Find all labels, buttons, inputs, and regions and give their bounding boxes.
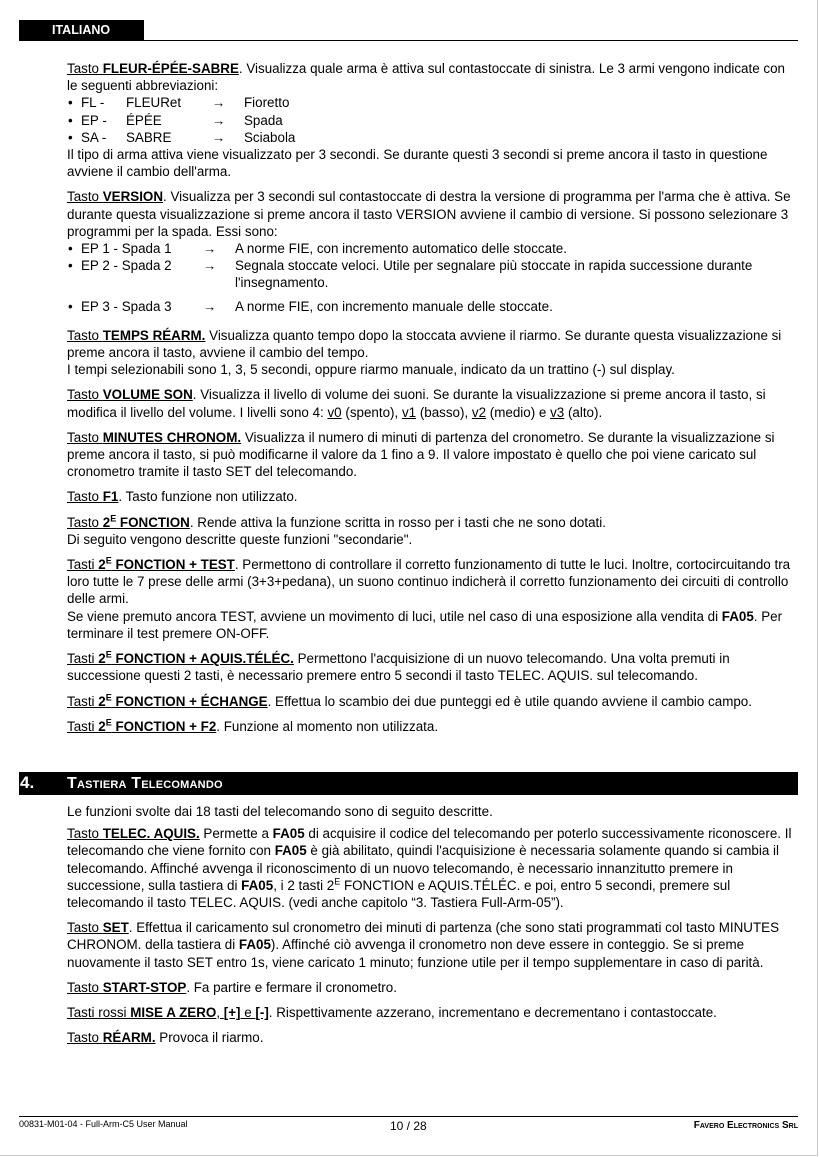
key-plus: [+] <box>223 1005 241 1021</box>
temps-paragraph-2: I tempi selezionabili sono 1, 3, 5 secondi, oppure riarmo manuale, indicato da un trattino (-) sul display. <box>67 362 675 378</box>
language-bar <box>19 20 144 40</box>
key-fonction-test: $2^E$ FONCTION + TEST <box>98 555 235 573</box>
key-fonction-echange: $2^E$ FONCTION + ÉCHANGE <box>98 692 268 709</box>
footer-rule <box>19 1116 798 1117</box>
fleur-paragraph: Tasto FLEUR-ÉPÉE-SABRE. Visualizza quale arma è attiva sul contastoccate di sinistra. Le 3 armi vengono indicate con le seguenti abbreviazioni: <box>67 61 785 94</box>
f1-block <box>67 488 797 505</box>
key-minutes: MINUTES CHRONOM. <box>102 429 242 445</box>
rearm-block <box>67 1029 797 1046</box>
startstop-block <box>67 979 797 996</box>
key-fleur: FLEUR-ÉPÉE-SABRE <box>102 61 239 76</box>
telec-paragraph: Tasto TELEC. AQUIS. Permette a FA05 di acquisire il codice del telecomando per poterlo successivamente riconoscere. Il telecomando che viene fornito con FA05 è già abilitato, quindi l'acquisizione è necessaria solamente quando si cambia il telecomando. Affinché avvenga il riconoscimento di un nuovo telecomando, è necessario innanzitutto premere in successione, sulla tastiera di FA05, i 2 tasti $2^E$ FONCTION e AQUIS.TÉLÉC. e poi, entro 5 secondi, premere sul telecomando il tasto TELEC. AQUIS. (vedi anche capitolo “3. Tastiera Full-Arm-05”). <box>67 826 792 911</box>
weapon-list <box>67 94 797 146</box>
section-number: 4. <box>20 773 35 792</box>
rearm-paragraph: Tasto RÉARM. Provoca il riarmo. <box>67 1030 264 1046</box>
set-paragraph: Tasto SET. Effettua il caricamento sul cronometro dei minuti di partenza (che sono stati programmati col tasto MINUTES CHRONOM. della tastiera di FA05). Affinché ciò avvenga il cronometro non deve essere in conteggio. Se si preme nuovamente il tasto SET entro 1s, viene caricato 1 minuto; funzione utile per il tempo supplementare in caso di parità. <box>67 920 779 970</box>
section-intro: Le funzioni svolte dai 18 tasti del telecomando sono di seguito descritte. <box>67 804 493 819</box>
list-item: • EP 3 - Spada 3 → A norme FIE, con incremento manuale delle stoccate. <box>67 298 797 315</box>
f1-paragraph: Tasto F1. Tasto funzione non utilizzato. <box>67 489 298 505</box>
key-mise-a-zero: MISE A ZERO <box>130 1005 217 1021</box>
page-number: 10 / 28 <box>390 1119 427 1133</box>
key-f1: F1 <box>102 489 119 505</box>
arrow-icon: → <box>203 241 217 257</box>
arrow-icon: → <box>203 258 217 274</box>
test-paragraph-2: Se viene premuto ancora TEST, avviene un movimento di luci, utile nel caso di una esposizione alla vendita di FA05. Per terminare il test premere ON-OFF. <box>67 608 783 641</box>
main-content <box>67 60 797 743</box>
section-content <box>67 803 797 1054</box>
telec-block <box>67 825 797 911</box>
key-fonction: $2^E$ FONCTION <box>102 513 190 530</box>
fonction-paragraph-2: Di seguito vengono descritte queste funzioni "secondarie". <box>67 531 413 547</box>
set-block <box>67 919 797 971</box>
echange-block <box>67 693 797 710</box>
top-rule <box>19 40 798 41</box>
echange-paragraph: Tasti $2^E$ FONCTION + ÉCHANGE. Effettua lo scambio dei due punteggi ed è utile quando avviene il cambio campo. <box>67 692 752 709</box>
key-temps: TEMPS RÉARM. <box>102 327 206 343</box>
fleur-after: Il tipo di arma attiva viene visualizzato per 3 secondi. Se durante questi 3 secondi si preme ancora il tasto in questione avviene il cambio dell'arma. <box>67 147 768 180</box>
volume-block <box>67 386 797 420</box>
list-item: • EP 1 - Spada 1 → A norme FIE, con incremento automatico delle stoccate. <box>67 240 797 257</box>
test-block <box>67 556 797 642</box>
key-set: SET <box>102 920 129 936</box>
key-fonction-f2: $2^E$ FONCTION + F2 <box>98 717 217 734</box>
footer-company: Favero Electronics Srl <box>693 1120 798 1131</box>
list-item: • FL - FLEURet → Fioretto <box>67 94 797 111</box>
version-block <box>67 188 797 314</box>
f2-paragraph: Tasti $2^E$ FONCTION + F2. Funzione al momento non utilizzata. <box>67 717 439 734</box>
minutes-block <box>67 429 797 481</box>
list-item: • EP - ÉPÉE → Spada <box>67 112 797 129</box>
version-paragraph: Tasto VERSION. Visualizza per 3 secondi sul contastoccate di destra la versione di programma per l'arma che è attiva. Se durante questa visualizzazione si preme ancora il tasto VERSION avviene il cambio di versione. Si possono selezionare 3 programmi per la spada. Essi sono: <box>67 189 791 239</box>
arrow-icon: → <box>212 95 226 111</box>
section-title: Tastiera Telecomando <box>67 775 223 792</box>
fonction-block <box>67 514 797 548</box>
temps-block <box>67 327 797 379</box>
key-volume: VOLUME SON <box>102 387 193 403</box>
fleur-block <box>67 60 797 180</box>
arrow-icon: → <box>212 129 226 145</box>
fonction-paragraph: Tasto $2^E$ FONCTION. Rende attiva la funzione scritta in rosso per i tasti che ne sono dotati. <box>67 513 606 530</box>
key-rearm: RÉARM. <box>102 1030 156 1046</box>
startstop-paragraph: Tasto START-STOP. Fa partire e fermare il cronometro. <box>67 979 397 995</box>
version-list <box>67 240 797 315</box>
f2-block <box>67 718 797 735</box>
key-telec-aquis: TELEC. AQUIS. <box>102 826 200 842</box>
footer-doc-id: 00831-M01-04 - Full-Arm-C5 User Manual <box>19 1119 188 1129</box>
section-heading <box>19 772 798 795</box>
list-item: • EP 2 - Spada 2 → Segnala stoccate veloci. Utile per segnalare più stoccate in rapida successione durante l'insegnamento. <box>67 257 797 291</box>
language-label: ITALIANO <box>52 23 111 37</box>
test-paragraph: Tasti $2^E$ FONCTION + TEST. Permettono di controllare il corretto funzionamento di tutte le luci. Inoltre, cortocircuitando tra loro tutte le 7 prese delle armi (3+3+pedana), un suono continuo indicherà il corretto funzionamento dei circuiti di controllo delle armi. <box>67 555 791 607</box>
volume-paragraph: Tasto VOLUME SON. Visualizza il livello di volume dei suoni. Se durante la visualizzazione si preme ancora il tasto, si modifica il livello del volume. I livelli sono 4: v0 (spento), v1 (basso), v2 (medio) e v3 (alto). <box>67 387 766 420</box>
minutes-paragraph: Tasto MINUTES CHRONOM. Visualizza il numero di minuti di partenza del cronometro. Se durante la visualizzazione si preme ancora il tasto, si può modificarne il valore da 1 fino a 9. Il valore impostato è quello che poi viene caricato sul cronometro tramite il tasto SET del telecomando. <box>67 429 775 480</box>
aquis-block <box>67 650 797 684</box>
temps-paragraph: Tasto TEMPS RÉARM. Visualizza quanto tempo dopo la stoccata avviene il riarmo. Se durante questa visualizzazione si preme ancora il tasto, avviene il cambio del tempo. <box>67 327 782 361</box>
arrow-icon: → <box>212 112 226 128</box>
key-version: VERSION <box>102 189 164 205</box>
aquis-paragraph: Tasti $2^E$ FONCTION + AQUIS.TÉLÉC. Permettono l'acquisizione di un nuovo telecomando. Una volta premuti in successione questi 2 tasti, è necessario premere entro 5 secondi il tasto TELEC. AQUIS. sul telecomando. <box>67 649 730 684</box>
list-item: • SA - SABRE → Sciabola <box>67 129 797 146</box>
key-minus: [-] <box>255 1005 269 1021</box>
rossi-paragraph: Tasti rossi MISE A ZERO, [+] e [-]. Rispettivamente azzerano, incrementano e decrementano i contastoccate. <box>67 1005 717 1021</box>
arrow-icon: → <box>203 298 217 314</box>
key-fonction-aquis: $2^E$ FONCTION + AQUIS.TÉLÉC. <box>98 649 294 667</box>
key-start-stop: START-STOP <box>102 979 187 995</box>
rossi-block <box>67 1004 797 1021</box>
